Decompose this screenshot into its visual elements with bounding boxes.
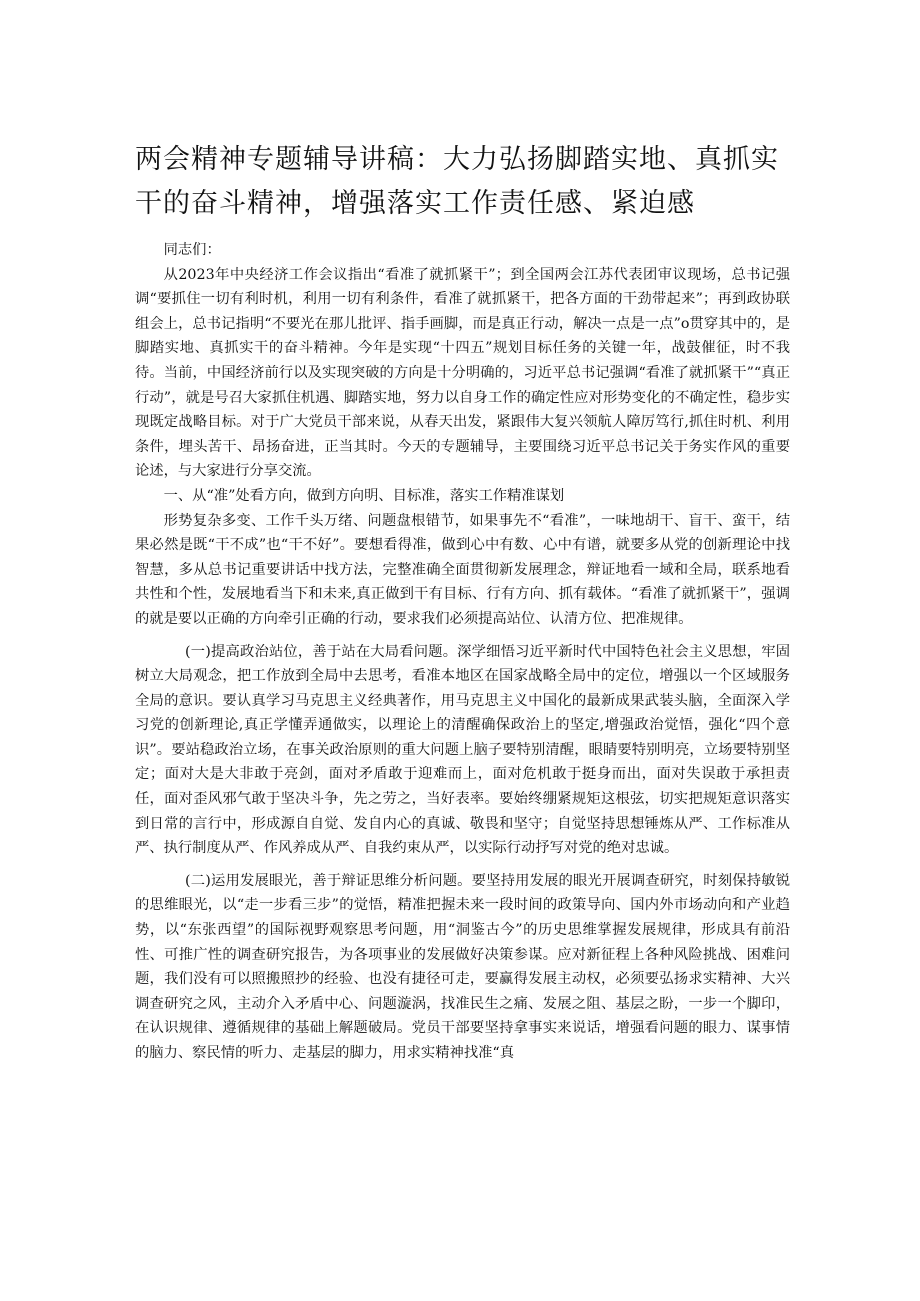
paragraph-subsection-1: (一)提高政治站位，善于站在大局看问题。深学细悟习近平新时代中国特色社会主义思想，牢固树立大局观念，把工作放到全局中去思考，看准本地区在国家战略全局中的定位，增强以一个区域服务全局的意识。要认真学习马克思主义经典著作，用马克思主义中国化的最新成果武装头脑，全面深入学习党的创新理论,真正学懂弄通做实，以理论上的清醒确保政治上的坚定,增强政治觉悟，强化“四个意识”。要站稳政治立场，在事关政治原则的重大问题上脑子要特别清醒，眼睛要特别明亮，立场要特别坚定；面对大是大非敢于亮剑，面对矛盾敢于迎难而上，面对危机敢于挺身而出，面对失误敢于承担责任，面对歪风邪气敢于坚决斗争，先之劳之，当好表率。要始终绷紧规矩这根弦，切实把规矩意识落实到日常的言行中，形成源自自觉、发自内心的真诚、敬畏和坚守；自觉坚持思想锤炼从严、工作标准从严、执行制度从严、作风养成从严、自我约束从严，以实际行动抒写对党的绝对忠诚。 xyxy=(135,643,790,857)
section-heading-1: 一、从“准”处看方向，做到方向明、目标准，落实工作精准谋划 xyxy=(163,487,565,504)
document-body xyxy=(135,238,790,1066)
document-title: 两会精神专题辅导讲稿：大力弘扬脚踏实地、真抓实干的奋斗精神，增强落实工作责任感、紧迫感 xyxy=(135,144,779,219)
paragraph-intro: 从2023年中央经济工作会议指出“看准了就抓紧干”；到全国两会江苏代表团审议现场，总书记强调“要抓住一切有利时机，利用一切有利条件，看准了就抓紧干，把各方面的干劲带起来”；再到政协联组会上，总书记指明“不要光在那儿批评、指手画脚，而是真正行动，解决一点是一点”o贯穿其中的，是脚踏实地、真抓实干的奋斗精神。今年是实现“十四五”规划目标任务的关键一年，战鼓催征，时不我待。当前，中国经济前行以及实现突破的方向是十分明确的，习近平总书记强调“看准了就抓紧干”“真正行动”，就是号召大家抓住机遇、脚踏实地，努力以自身工作的确定性应对形势变化的不确定性，稳步实现既定战略目标。对于广大党员干部来说，从春天出发，紧跟伟大复兴领航人障厉笃行,抓住时机、利用条件，埋头苦干、昂扬奋进，正当其时。今天的专题辅导，主要围绕习近平总书记关于务实作风的重要论述，与大家进行分享交流。 xyxy=(135,266,790,480)
salutation: 同志们： xyxy=(163,242,221,258)
paragraph-subsection-2: (二)运用发展眼光，善于辩证思维分析问题。要坚持用发展的眼光开展调查研究，时刻保持敏锐的思维眼光，以“走一步看三步”的觉悟，精准把握未来一段时间的政策导向、国内外市场动向和产业趋势，以“东张西望”的国际视野观察思考问题，用“洞鉴古今”的历史思维掌握发展规律，形成具有前沿性、可推广性的调查研究报告，为各项事业的发展做好决策参谋。应对新征程上各种风险挑战、困难问题，我们没有可以照搬照抄的经验、也没有捷径可走，要赢得发展主动权，必须要弘扬求实精神、大兴调查研究之风，主动介入矛盾中心、问题漩涡，找准民生之痛、发展之阻、基层之盼，一步一个脚印，在认识规律、遵循规律的基础上解题破局。党员干部要坚持拿事实来说话，增强看问题的眼力、谋事情的脑力、察民情的听力、走基层的脚力，用求实精神找准“真 xyxy=(135,872,790,1061)
paragraph-section-1: 形势复杂多变、工作千头万绪、问题盘根错节，如果事先不“看准”，一味地胡干、盲干、蛮干，结果必然是既“干不成”也“干不好”。要想看得准，做到心中有数、心中有谱，就要多从党的创新理论中找智慧，多从总书记重要讲话中找方法，完整准确全面贯彻新发展理念，辩证地看一域和全局，联系地看共性和个性，发展地看当下和未来,真正做到干有目标、行有方向、抓有载体。“看准了就抓紧干”，强调的就是要以正确的方向牵引正确的行动，要求我们必须提高站位、认清方位、把准规律。 xyxy=(135,512,790,627)
